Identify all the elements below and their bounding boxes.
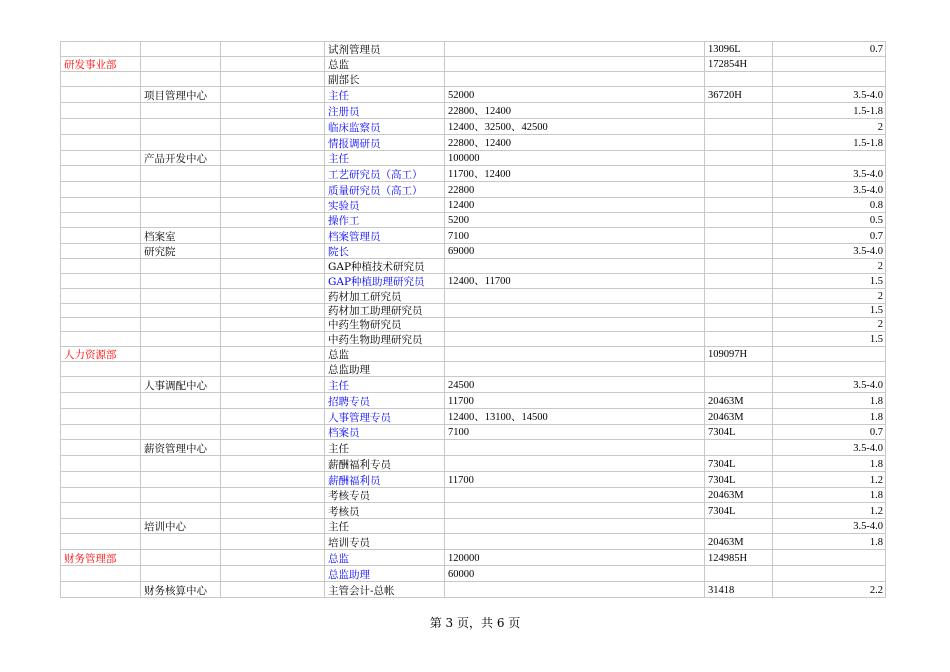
- ratio-cell[interactable]: 1.5: [773, 332, 886, 347]
- department-cell[interactable]: [61, 103, 141, 119]
- blank-cell[interactable]: [221, 472, 325, 488]
- blank-cell[interactable]: [221, 119, 325, 135]
- table-row: [61, 151, 886, 166]
- salary-cell[interactable]: 22800、12400: [445, 135, 705, 151]
- center-cell[interactable]: [141, 304, 221, 318]
- ratio-cell[interactable]: 3.5-4.0: [773, 166, 886, 182]
- salary-cell[interactable]: 52000: [445, 87, 705, 103]
- center-cell[interactable]: [141, 198, 221, 213]
- grade-cell[interactable]: 109097H: [705, 347, 773, 362]
- table-row: [61, 566, 886, 582]
- blank-cell[interactable]: [221, 198, 325, 213]
- ratio-cell[interactable]: 0.7: [773, 228, 886, 244]
- position-cell[interactable]: 主任: [325, 87, 445, 103]
- salary-cell[interactable]: 24500: [445, 377, 705, 393]
- blank-cell[interactable]: [221, 332, 325, 347]
- blank-cell[interactable]: [221, 213, 325, 228]
- blank-cell[interactable]: [221, 393, 325, 409]
- grade-cell[interactable]: [705, 182, 773, 198]
- position-cell[interactable]: 试剂管理员: [325, 42, 445, 57]
- center-cell[interactable]: [141, 362, 221, 377]
- position-cell[interactable]: 总监: [325, 550, 445, 566]
- grade-cell[interactable]: 20463M: [705, 534, 773, 550]
- blank-cell[interactable]: [221, 550, 325, 566]
- department-cell[interactable]: [61, 289, 141, 304]
- table-row: [61, 472, 886, 488]
- department-cell[interactable]: [61, 582, 141, 598]
- ratio-cell[interactable]: 1.5: [773, 304, 886, 318]
- position-cell[interactable]: 薪酬福利员: [325, 472, 445, 488]
- blank-cell[interactable]: [221, 347, 325, 362]
- ratio-cell[interactable]: 3.5-4.0: [773, 244, 886, 259]
- center-cell[interactable]: [141, 259, 221, 274]
- center-cell[interactable]: [141, 472, 221, 488]
- grade-cell[interactable]: [705, 103, 773, 119]
- salary-cell[interactable]: [445, 582, 705, 598]
- position-cell[interactable]: 工艺研究员（高工）: [325, 166, 445, 182]
- table-row: [61, 228, 886, 244]
- salary-cell[interactable]: [445, 304, 705, 318]
- blank-cell[interactable]: [221, 72, 325, 87]
- table-row: [61, 377, 886, 393]
- blank-cell[interactable]: [221, 582, 325, 598]
- center-cell[interactable]: [141, 566, 221, 582]
- center-cell[interactable]: [141, 57, 221, 72]
- department-cell[interactable]: [61, 456, 141, 472]
- position-cell[interactable]: 主任: [325, 519, 445, 534]
- ratio-cell[interactable]: 1.8: [773, 393, 886, 409]
- blank-cell[interactable]: [221, 519, 325, 534]
- ratio-cell[interactable]: 1.2: [773, 472, 886, 488]
- table-row: [61, 289, 886, 304]
- position-cell[interactable]: 中药生物助理研究员: [325, 332, 445, 347]
- salary-cell[interactable]: [445, 72, 705, 87]
- ratio-cell[interactable]: 1.8: [773, 488, 886, 503]
- page-footer: 第 3 页，共 6 页: [429, 616, 521, 630]
- table-row: [61, 244, 886, 259]
- department-cell[interactable]: [61, 87, 141, 103]
- department-cell[interactable]: [61, 304, 141, 318]
- center-cell[interactable]: [141, 409, 221, 425]
- grade-cell[interactable]: [705, 213, 773, 228]
- ratio-cell[interactable]: 1.5-1.8: [773, 103, 886, 119]
- salary-cell[interactable]: [445, 534, 705, 550]
- department-cell[interactable]: 人力资源部: [61, 347, 141, 362]
- grade-cell[interactable]: [705, 119, 773, 135]
- blank-cell[interactable]: [221, 87, 325, 103]
- salary-cell[interactable]: 22800、12400: [445, 103, 705, 119]
- salary-cell[interactable]: [445, 259, 705, 274]
- grade-cell[interactable]: [705, 289, 773, 304]
- table-row: [61, 519, 886, 534]
- department-cell[interactable]: [61, 213, 141, 228]
- table-row: [61, 182, 886, 198]
- table-row: [61, 503, 886, 519]
- center-cell[interactable]: [141, 347, 221, 362]
- salary-cell[interactable]: 5200: [445, 213, 705, 228]
- position-cell[interactable]: 考核专员: [325, 488, 445, 503]
- department-cell[interactable]: [61, 566, 141, 582]
- ratio-cell[interactable]: [773, 72, 886, 87]
- salary-cell[interactable]: 7100: [445, 425, 705, 440]
- position-cell[interactable]: 操作工: [325, 213, 445, 228]
- center-cell[interactable]: [141, 135, 221, 151]
- position-cell[interactable]: 招聘专员: [325, 393, 445, 409]
- grade-cell[interactable]: [705, 440, 773, 456]
- department-cell[interactable]: [61, 151, 141, 166]
- center-cell[interactable]: [141, 119, 221, 135]
- blank-cell[interactable]: [221, 57, 325, 72]
- table-row: [61, 304, 886, 318]
- ratio-cell[interactable]: 2: [773, 289, 886, 304]
- center-cell[interactable]: [141, 42, 221, 57]
- table-row: [61, 534, 886, 550]
- blank-cell[interactable]: [221, 488, 325, 503]
- center-cell[interactable]: [141, 332, 221, 347]
- table-row: [61, 440, 886, 456]
- position-cell[interactable]: 主任: [325, 151, 445, 166]
- salary-cell[interactable]: [445, 362, 705, 377]
- ratio-cell[interactable]: [773, 566, 886, 582]
- department-cell[interactable]: [61, 488, 141, 503]
- position-cell[interactable]: 主管会计-总帐: [325, 582, 445, 598]
- table-row: [61, 582, 886, 598]
- table-row: [61, 57, 886, 72]
- grade-cell[interactable]: 13096L: [705, 42, 773, 57]
- salary-cell[interactable]: 12400: [445, 198, 705, 213]
- blank-cell[interactable]: [221, 42, 325, 57]
- salary-cell[interactable]: 12400、13100、14500: [445, 409, 705, 425]
- department-cell[interactable]: [61, 318, 141, 332]
- department-cell[interactable]: [61, 393, 141, 409]
- department-cell[interactable]: 财务管理部: [61, 550, 141, 566]
- position-cell[interactable]: 考核员: [325, 503, 445, 519]
- blank-cell[interactable]: [221, 274, 325, 289]
- salary-cell[interactable]: [445, 519, 705, 534]
- grade-cell[interactable]: [705, 259, 773, 274]
- grade-cell[interactable]: [705, 198, 773, 213]
- blank-cell[interactable]: [221, 135, 325, 151]
- center-cell[interactable]: 培训中心: [141, 519, 221, 534]
- blank-cell[interactable]: [221, 456, 325, 472]
- table-row: [61, 332, 886, 347]
- department-cell[interactable]: [61, 425, 141, 440]
- center-cell[interactable]: [141, 289, 221, 304]
- center-cell[interactable]: 项目管理中心: [141, 87, 221, 103]
- table-row: [61, 259, 886, 274]
- salary-cell[interactable]: 120000: [445, 550, 705, 566]
- grade-cell[interactable]: 7304L: [705, 472, 773, 488]
- salary-cell[interactable]: 12400、32500、42500: [445, 119, 705, 135]
- blank-cell[interactable]: [221, 244, 325, 259]
- center-cell[interactable]: 档案室: [141, 228, 221, 244]
- grade-cell[interactable]: [705, 566, 773, 582]
- blank-cell[interactable]: [221, 425, 325, 440]
- department-cell[interactable]: [61, 362, 141, 377]
- blank-cell[interactable]: [221, 304, 325, 318]
- blank-cell[interactable]: [221, 166, 325, 182]
- salary-cell[interactable]: 22800: [445, 182, 705, 198]
- table-row: [61, 274, 886, 289]
- table-row: [61, 362, 886, 377]
- department-cell[interactable]: [61, 534, 141, 550]
- ratio-cell[interactable]: 0.7: [773, 425, 886, 440]
- position-cell[interactable]: 主任: [325, 440, 445, 456]
- center-cell[interactable]: [141, 166, 221, 182]
- department-cell[interactable]: [61, 259, 141, 274]
- ratio-cell[interactable]: 2: [773, 119, 886, 135]
- blank-cell[interactable]: [221, 259, 325, 274]
- grade-cell[interactable]: 7304L: [705, 425, 773, 440]
- position-cell[interactable]: 质量研究员（高工）: [325, 182, 445, 198]
- ratio-cell[interactable]: 1.8: [773, 456, 886, 472]
- grade-cell[interactable]: [705, 362, 773, 377]
- position-cell[interactable]: 主任: [325, 377, 445, 393]
- position-cell[interactable]: 总监助理: [325, 566, 445, 582]
- salary-cell[interactable]: 69000: [445, 244, 705, 259]
- department-cell[interactable]: [61, 228, 141, 244]
- blank-cell[interactable]: [221, 503, 325, 519]
- salary-cell[interactable]: [445, 488, 705, 503]
- table-row: [61, 87, 886, 103]
- center-cell[interactable]: 产品开发中心: [141, 151, 221, 166]
- table-row: [61, 135, 886, 151]
- grade-cell[interactable]: [705, 318, 773, 332]
- salary-cell[interactable]: [445, 440, 705, 456]
- ratio-cell[interactable]: 0.5: [773, 213, 886, 228]
- blank-cell[interactable]: [221, 409, 325, 425]
- department-cell[interactable]: [61, 472, 141, 488]
- department-cell[interactable]: [61, 244, 141, 259]
- ratio-cell[interactable]: 3.5-4.0: [773, 519, 886, 534]
- center-cell[interactable]: 人事调配中心: [141, 377, 221, 393]
- center-cell[interactable]: [141, 425, 221, 440]
- grade-cell[interactable]: [705, 304, 773, 318]
- position-cell[interactable]: 人事管理专员: [325, 409, 445, 425]
- ratio-cell[interactable]: [773, 151, 886, 166]
- center-cell[interactable]: [141, 103, 221, 119]
- position-cell[interactable]: 药材加工助理研究员: [325, 304, 445, 318]
- position-cell[interactable]: 培训专员: [325, 534, 445, 550]
- center-cell[interactable]: 研究院: [141, 244, 221, 259]
- center-cell[interactable]: [141, 72, 221, 87]
- blank-cell[interactable]: [221, 318, 325, 332]
- salary-cell[interactable]: [445, 347, 705, 362]
- position-cell[interactable]: 档案管理员: [325, 228, 445, 244]
- department-cell[interactable]: 研发事业部: [61, 57, 141, 72]
- department-cell[interactable]: [61, 166, 141, 182]
- department-cell[interactable]: [61, 332, 141, 347]
- ratio-cell[interactable]: 2: [773, 259, 886, 274]
- salary-cell[interactable]: 100000: [445, 151, 705, 166]
- grade-cell[interactable]: 20463M: [705, 409, 773, 425]
- position-cell[interactable]: 实验员: [325, 198, 445, 213]
- department-cell[interactable]: [61, 198, 141, 213]
- table-row: [61, 456, 886, 472]
- table-row: [61, 103, 886, 119]
- salary-cell[interactable]: 11700: [445, 472, 705, 488]
- table-row: [61, 166, 886, 182]
- ratio-cell[interactable]: [773, 550, 886, 566]
- department-cell[interactable]: [61, 519, 141, 534]
- position-cell[interactable]: 药材加工研究员: [325, 289, 445, 304]
- position-cell[interactable]: 注册员: [325, 103, 445, 119]
- department-cell[interactable]: [61, 182, 141, 198]
- center-cell[interactable]: [141, 213, 221, 228]
- blank-cell[interactable]: [221, 228, 325, 244]
- grade-cell[interactable]: 124985H: [705, 550, 773, 566]
- grade-cell[interactable]: 7304L: [705, 503, 773, 519]
- grade-cell[interactable]: [705, 274, 773, 289]
- table-row: [61, 72, 886, 87]
- ratio-cell[interactable]: 3.5-4.0: [773, 440, 886, 456]
- salary-table: [60, 41, 886, 598]
- ratio-cell[interactable]: 1.5-1.8: [773, 135, 886, 151]
- position-cell[interactable]: 总监助理: [325, 362, 445, 377]
- salary-cell[interactable]: [445, 332, 705, 347]
- blank-cell[interactable]: [221, 440, 325, 456]
- table-row: [61, 318, 886, 332]
- grade-cell[interactable]: [705, 332, 773, 347]
- department-cell[interactable]: [61, 119, 141, 135]
- salary-cell[interactable]: [445, 57, 705, 72]
- ratio-cell[interactable]: 1.8: [773, 409, 886, 425]
- position-cell[interactable]: 档案员: [325, 425, 445, 440]
- position-cell[interactable]: GAP种植技术研究员: [325, 259, 445, 274]
- salary-cell[interactable]: [445, 42, 705, 57]
- salary-cell[interactable]: [445, 503, 705, 519]
- grade-cell[interactable]: 20463M: [705, 488, 773, 503]
- grade-cell[interactable]: [705, 135, 773, 151]
- position-cell[interactable]: 副部长: [325, 72, 445, 87]
- blank-cell[interactable]: [221, 377, 325, 393]
- department-cell[interactable]: [61, 377, 141, 393]
- position-cell[interactable]: 薪酬福利专员: [325, 456, 445, 472]
- department-cell[interactable]: [61, 72, 141, 87]
- center-cell[interactable]: 财务核算中心: [141, 582, 221, 598]
- grade-cell[interactable]: 36720H: [705, 87, 773, 103]
- position-cell[interactable]: 临床监察员: [325, 119, 445, 135]
- blank-cell[interactable]: [221, 182, 325, 198]
- position-cell[interactable]: GAP种植助理研究员: [325, 274, 445, 289]
- table-row: [61, 42, 886, 57]
- salary-cell[interactable]: 7100: [445, 228, 705, 244]
- center-cell[interactable]: [141, 393, 221, 409]
- ratio-cell[interactable]: 1.2: [773, 503, 886, 519]
- table-row: [61, 393, 886, 409]
- ratio-cell[interactable]: 1.8: [773, 534, 886, 550]
- salary-cell[interactable]: 60000: [445, 566, 705, 582]
- blank-cell[interactable]: [221, 151, 325, 166]
- ratio-cell[interactable]: 2: [773, 318, 886, 332]
- ratio-cell[interactable]: [773, 362, 886, 377]
- table-row: [61, 488, 886, 503]
- grade-cell[interactable]: [705, 377, 773, 393]
- salary-cell[interactable]: 11700: [445, 393, 705, 409]
- center-cell[interactable]: [141, 550, 221, 566]
- grade-cell[interactable]: 20463M: [705, 393, 773, 409]
- grade-cell[interactable]: [705, 72, 773, 87]
- position-cell[interactable]: 情报调研员: [325, 135, 445, 151]
- department-cell[interactable]: [61, 274, 141, 289]
- ratio-cell[interactable]: 3.5-4.0: [773, 182, 886, 198]
- salary-cell[interactable]: [445, 289, 705, 304]
- grade-cell[interactable]: 172854H: [705, 57, 773, 72]
- grade-cell[interactable]: [705, 244, 773, 259]
- table-row: [61, 119, 886, 135]
- center-cell[interactable]: [141, 182, 221, 198]
- salary-cell[interactable]: 11700、12400: [445, 166, 705, 182]
- blank-cell[interactable]: [221, 103, 325, 119]
- ratio-cell[interactable]: 1.5: [773, 274, 886, 289]
- department-cell[interactable]: [61, 42, 141, 57]
- department-cell[interactable]: [61, 409, 141, 425]
- center-cell[interactable]: [141, 534, 221, 550]
- position-cell[interactable]: 中药生物研究员: [325, 318, 445, 332]
- salary-cell[interactable]: 12400、11700: [445, 274, 705, 289]
- center-cell[interactable]: [141, 456, 221, 472]
- center-cell[interactable]: [141, 274, 221, 289]
- center-cell[interactable]: 薪资管理中心: [141, 440, 221, 456]
- center-cell[interactable]: [141, 503, 221, 519]
- grade-cell[interactable]: [705, 228, 773, 244]
- department-cell[interactable]: [61, 440, 141, 456]
- ratio-cell[interactable]: 0.8: [773, 198, 886, 213]
- center-cell[interactable]: [141, 488, 221, 503]
- grade-cell[interactable]: [705, 519, 773, 534]
- blank-cell[interactable]: [221, 534, 325, 550]
- department-cell[interactable]: [61, 503, 141, 519]
- ratio-cell[interactable]: 3.5-4.0: [773, 377, 886, 393]
- department-cell[interactable]: [61, 135, 141, 151]
- table-row: [61, 550, 886, 566]
- ratio-cell[interactable]: [773, 347, 886, 362]
- grade-cell[interactable]: 7304L: [705, 456, 773, 472]
- grade-cell[interactable]: [705, 151, 773, 166]
- ratio-cell[interactable]: 0.7: [773, 42, 886, 57]
- blank-cell[interactable]: [221, 289, 325, 304]
- table-row: [61, 347, 886, 362]
- table-row: [61, 213, 886, 228]
- blank-cell[interactable]: [221, 566, 325, 582]
- table-row: [61, 198, 886, 213]
- ratio-cell[interactable]: 2.2: [773, 582, 886, 598]
- position-cell[interactable]: 总监: [325, 347, 445, 362]
- position-cell[interactable]: 院长: [325, 244, 445, 259]
- grade-cell[interactable]: [705, 166, 773, 182]
- table-row: [61, 425, 886, 440]
- blank-cell[interactable]: [221, 362, 325, 377]
- ratio-cell[interactable]: 3.5-4.0: [773, 87, 886, 103]
- salary-cell[interactable]: [445, 456, 705, 472]
- salary-cell[interactable]: [445, 318, 705, 332]
- center-cell[interactable]: [141, 318, 221, 332]
- table-row: [61, 409, 886, 425]
- position-cell[interactable]: 总监: [325, 57, 445, 72]
- ratio-cell[interactable]: [773, 57, 886, 72]
- grade-cell[interactable]: 31418: [705, 582, 773, 598]
